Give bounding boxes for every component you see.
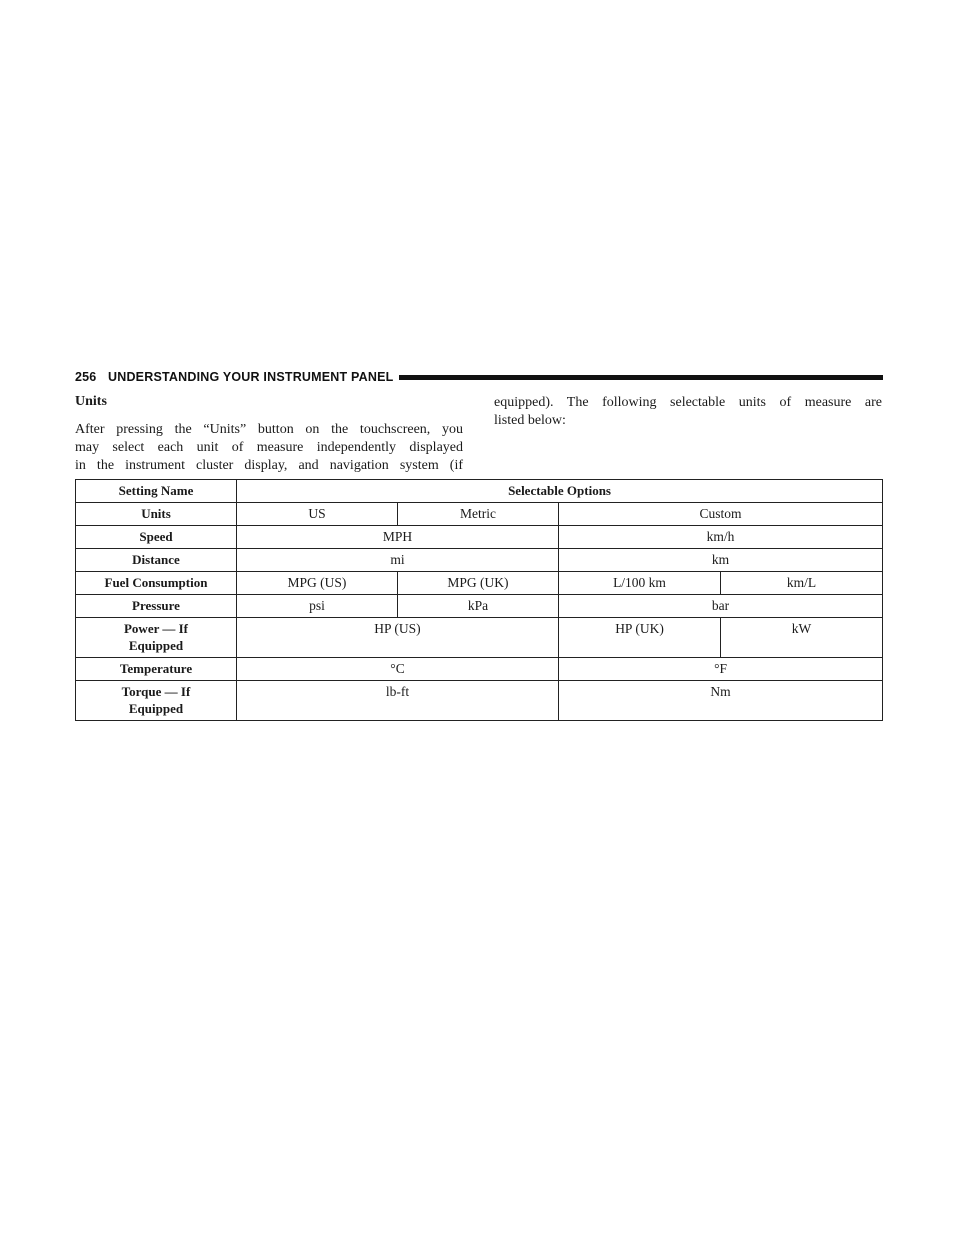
setting-name-cell: Fuel Consumption — [76, 572, 237, 595]
option-cell: °F — [559, 658, 883, 681]
header-selectable-options: Selectable Options — [237, 480, 883, 503]
units-heading: Units — [75, 394, 107, 409]
setting-name-cell: Units — [76, 503, 237, 526]
paragraph-line: listed below: — [494, 413, 566, 428]
paragraph-left-column — [75, 421, 463, 475]
table-row — [76, 526, 883, 549]
option-cell: lb-ft — [237, 681, 559, 721]
option-cell: km — [559, 549, 883, 572]
setting-name-line: Equipped — [128, 701, 184, 716]
table-row — [76, 595, 883, 618]
option-cell: Custom — [559, 503, 883, 526]
option-cell: Nm — [559, 681, 883, 721]
setting-name-cell — [76, 681, 237, 721]
option-cell: km/L — [721, 572, 883, 595]
setting-name-cell: Distance — [76, 549, 237, 572]
units-table — [75, 479, 883, 721]
option-cell: kPa — [398, 595, 559, 618]
header-setting-name: Setting Name — [76, 480, 237, 503]
option-cell: MPG (UK) — [398, 572, 559, 595]
setting-name-cell — [76, 618, 237, 658]
table-row — [76, 549, 883, 572]
setting-name-cell: Pressure — [76, 595, 237, 618]
section-title: UNDERSTANDING YOUR INSTRUMENT PANEL — [108, 370, 394, 384]
table-row — [76, 572, 883, 595]
option-cell: MPG (US) — [237, 572, 398, 595]
option-cell: bar — [559, 595, 883, 618]
setting-name-line: Power — If — [123, 621, 189, 636]
setting-name-line: Equipped — [128, 638, 184, 653]
setting-name-cell: Speed — [76, 526, 237, 549]
table-row — [76, 658, 883, 681]
paragraph-line: equipped). The following selectable units of measure are — [494, 395, 882, 410]
page-header — [75, 370, 883, 386]
table-row — [76, 618, 883, 658]
setting-name-line: Torque — If — [121, 684, 191, 699]
setting-name-cell: Temperature — [76, 658, 237, 681]
table-row — [76, 681, 883, 721]
option-cell: US — [237, 503, 398, 526]
option-cell: L/100 km — [559, 572, 721, 595]
paragraph-line: in the instrument cluster display, and navigation system (if — [75, 458, 463, 473]
table-row — [76, 503, 883, 526]
table-header-row — [76, 480, 883, 503]
option-cell: mi — [237, 549, 559, 572]
paragraph-line: After pressing the “Units” button on the touchscreen, you — [75, 422, 463, 437]
option-cell: °C — [237, 658, 559, 681]
paragraph-right-column — [494, 394, 882, 430]
option-cell: HP (US) — [237, 618, 559, 658]
page-number: 256 — [75, 370, 97, 384]
option-cell: Metric — [398, 503, 559, 526]
option-cell: MPH — [237, 526, 559, 549]
option-cell: HP (UK) — [559, 618, 721, 658]
option-cell: kW — [721, 618, 883, 658]
option-cell: psi — [237, 595, 398, 618]
header-rule — [399, 375, 883, 380]
paragraph-line: may select each unit of measure independently displayed — [75, 440, 463, 455]
option-cell: km/h — [559, 526, 883, 549]
